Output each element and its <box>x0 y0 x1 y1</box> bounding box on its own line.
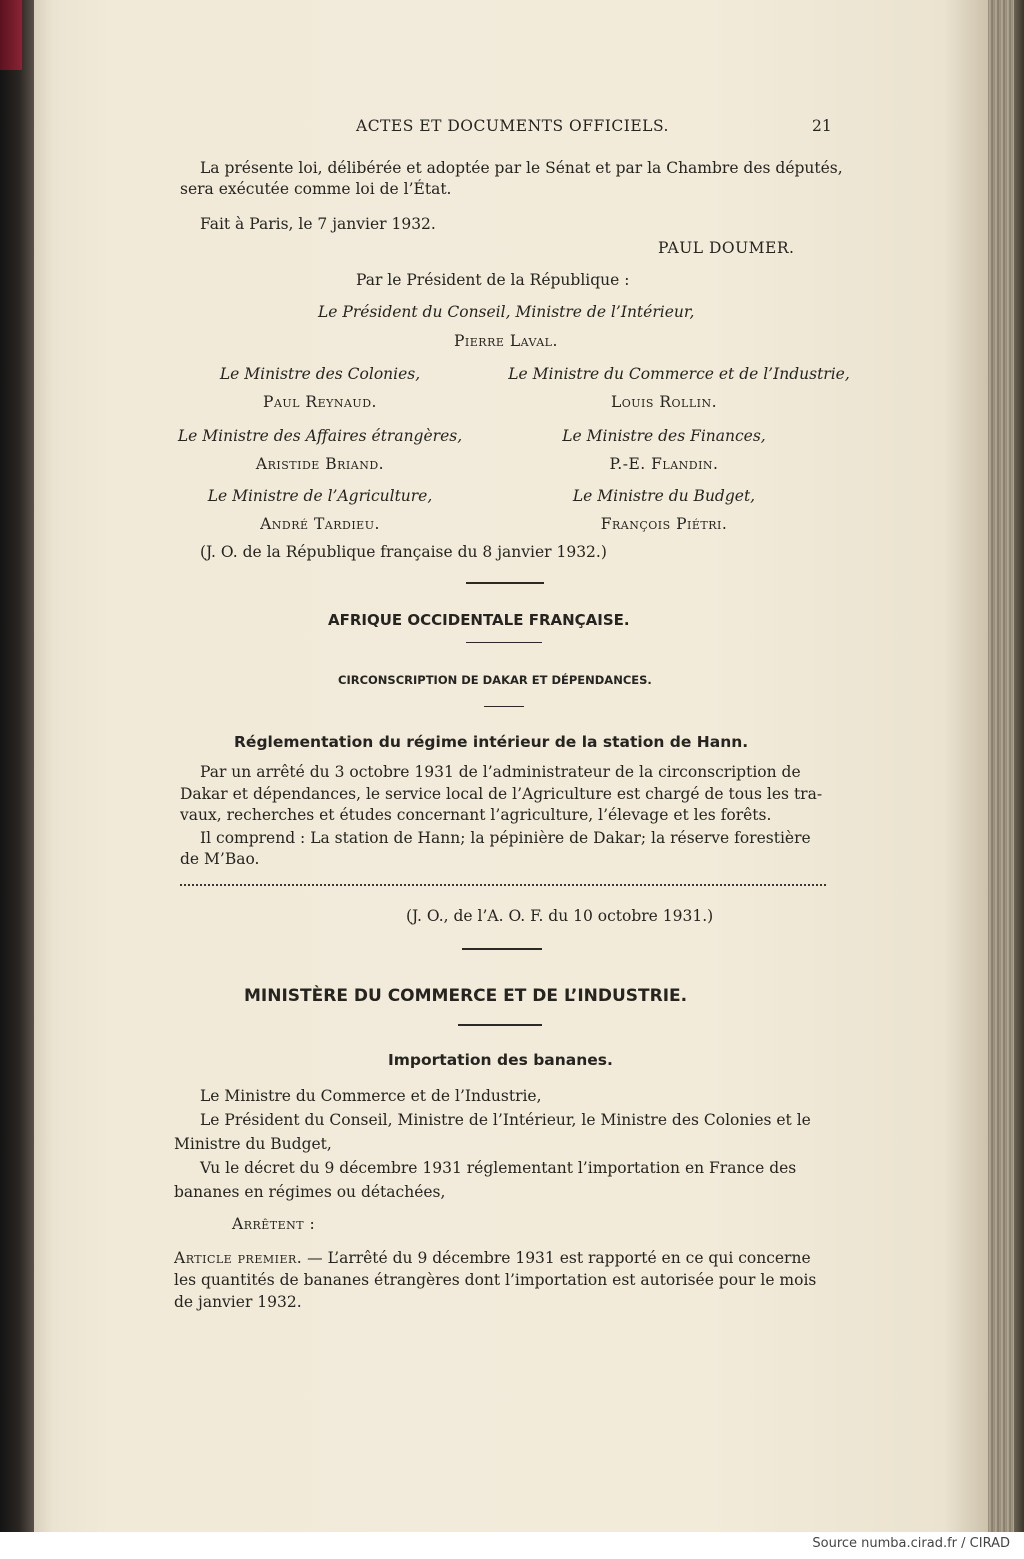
page-number: 21 <box>812 117 832 135</box>
article-line-3: de janvier 1932. <box>174 1293 302 1311</box>
source-credit: Source numba.cirad.fr / CIRAD <box>812 1536 1010 1551</box>
jo-reference: (J. O., de l’A. O. F. du 10 octobre 1931.) <box>406 907 714 925</box>
minister-title: Le Ministre des Affaires étrangères, <box>177 427 463 445</box>
president-conseil-title: Le Président du Conseil, Ministre de l’Intérieur, <box>318 303 695 321</box>
aof-para-line: vaux, recherches et études concernant l’agriculture, l’élevage et les forêts. <box>180 806 772 824</box>
dotted-separator <box>180 884 826 886</box>
section-title-hann: Réglementation du régime intérieur de la station de Hann. <box>234 733 749 751</box>
article-line-1 <box>174 1248 811 1268</box>
aof-para-line: Il comprend : La station de Hann; la pépinière de Dakar; la réserve forestière <box>200 829 811 847</box>
commerce-line: Vu le décret du 9 décembre 1931 réglementant l’importation en France des <box>200 1159 797 1177</box>
article-line-2: les quantités de bananes étrangères dont l’importation est autorisée pour le mois <box>174 1271 817 1289</box>
jo-reference: (J. O. de la République française du 8 janvier 1932.) <box>200 543 607 561</box>
section-heading-aof: AFRIQUE OCCIDENTALE FRANÇAISE. <box>328 611 630 629</box>
loi-para-line-2: sera exécutée comme loi de l’État. <box>180 180 452 198</box>
commerce-line: Le Ministre du Commerce et de l’Industrie, <box>200 1087 542 1105</box>
section-subheading: CIRCONSCRIPTION DE DAKAR ET DÉPENDANCES. <box>338 673 652 687</box>
commerce-line: Ministre du Budget, <box>174 1135 332 1153</box>
minister-title: Le Ministre du Budget, <box>572 487 756 505</box>
article-text: — L’arrêté du 9 décembre 1931 est rapporté en ce qui concerne <box>302 1249 811 1267</box>
section-rule <box>458 1024 542 1026</box>
loi-fait: Fait à Paris, le 7 janvier 1932. <box>200 215 436 233</box>
running-title: ACTES ET DOCUMENTS OFFICIELS. <box>356 117 669 135</box>
minister-name: Aristide Briand. <box>255 455 385 473</box>
par-le-president: Par le Président de la République : <box>356 271 630 289</box>
aof-para-line: Dakar et dépendances, le service local de l’Agriculture est chargé de tous les tra- <box>180 785 823 803</box>
president-conseil-name: Pierre Laval. <box>454 332 558 350</box>
minister-name: Louis Rollin. <box>610 393 718 411</box>
minister-title: Le Ministre des Finances, <box>562 427 766 445</box>
commerce-line: Le Président du Conseil, Ministre de l’Intérieur, le Ministre des Colonies et le <box>200 1111 811 1129</box>
section-rule <box>484 706 524 707</box>
article-label: Article premier. <box>174 1249 303 1267</box>
section-rule <box>466 642 542 643</box>
loi-para-line-1: La présente loi, délibérée et adoptée par le Sénat et par la Chambre des députés, <box>200 159 843 177</box>
page-edges-shadow <box>1014 0 1024 1532</box>
section-rule <box>466 582 544 584</box>
commerce-line: bananes en régimes ou détachées, <box>174 1183 446 1201</box>
binding-ribbon <box>0 0 22 70</box>
minister-name: André Tardieu. <box>260 515 380 533</box>
minister-title: Le Ministre des Colonies, <box>219 365 421 383</box>
minister-name: Paul Reynaud. <box>263 393 377 411</box>
aof-para-line: Par un arrêté du 3 octobre 1931 de l’administrateur de la circonscription de <box>200 763 801 781</box>
section-title-bananes: Importation des bananes. <box>388 1051 613 1069</box>
section-heading-commerce: MINISTÈRE DU COMMERCE ET DE L’INDUSTRIE. <box>244 986 688 1006</box>
minister-title: Le Ministre du Commerce et de l’Industrie, <box>508 365 850 383</box>
binding-gutter <box>0 0 34 1532</box>
loi-signature: PAUL DOUMER. <box>658 239 795 257</box>
minister-name: P.-E. Flandin. <box>609 455 719 473</box>
minister-name: François Piétri. <box>600 515 728 533</box>
minister-title: Le Ministre de l’Agriculture, <box>207 487 433 505</box>
section-rule <box>462 948 542 950</box>
aof-para-line: de M’Bao. <box>180 850 260 868</box>
arretent: Arrêtent : <box>232 1215 316 1233</box>
